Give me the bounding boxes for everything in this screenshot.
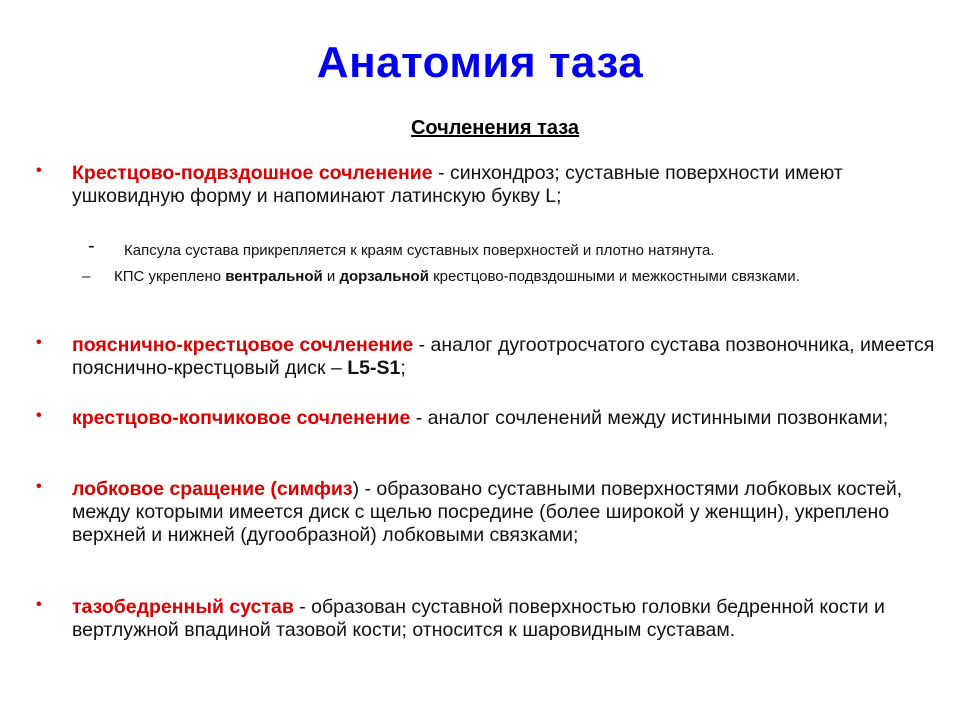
subitem-bold-ventral: вентральной bbox=[225, 268, 323, 285]
dash-icon: - bbox=[88, 235, 95, 257]
bullet-term: пояснично-крестцовое сочленение bbox=[72, 334, 414, 356]
bullet-description-end: ; bbox=[400, 357, 406, 379]
bullet-icon: • bbox=[36, 478, 42, 495]
bullet-term: крестцово-копчиковое сочленение bbox=[72, 407, 411, 429]
bullet-text bbox=[72, 334, 942, 380]
bullet-text bbox=[72, 596, 942, 642]
bullet-term: Крестцово-подвздошное сочленение bbox=[72, 162, 433, 184]
bullet-text bbox=[72, 478, 942, 547]
bullet-description: - аналог сочленений между истинными позвонками; bbox=[410, 407, 889, 429]
bullet-icon: • bbox=[36, 407, 42, 424]
subitem-bold-dorsal: дорзальной bbox=[339, 268, 429, 285]
slide-subtitle: Сочленения таза bbox=[410, 117, 580, 139]
bullet-icon: • bbox=[36, 334, 42, 351]
subitem-text-part: КПС укреплено bbox=[114, 268, 226, 285]
subitem-text-part: и bbox=[322, 268, 340, 285]
subitem-text-part: крестцово-подвздошными и межкостными связками. bbox=[428, 268, 800, 285]
bullet-text bbox=[72, 162, 942, 208]
subitem-text: Капсула сустава прикрепляется к краям суставных поверхностей и плотно натянута. bbox=[124, 242, 715, 259]
dash-icon: – bbox=[82, 268, 91, 285]
subitem-text bbox=[114, 268, 904, 285]
bullet-description: - образован суставной поверхностью головки бедренной кости и вертлужной впадиной тазовой кости; относится к шаровидным суставам. bbox=[72, 596, 885, 641]
bullet-description: - аналог дугоотросчатого сустава позвоночника, имеется пояснично-крестцовый диск – bbox=[72, 334, 935, 379]
bullet-icon: • bbox=[36, 596, 42, 613]
bullet-description-bold: L5-S1 bbox=[347, 357, 401, 379]
bullet-text bbox=[72, 407, 942, 430]
bullet-term: лобковое сращение (симфиз bbox=[72, 478, 353, 500]
bullet-description: - синхондроз; суставные поверхности имеют ушковидную форму и напоминают латинскую букву L; bbox=[72, 162, 843, 207]
bullet-icon: • bbox=[36, 162, 42, 179]
bullet-term: тазобедренный сустав bbox=[72, 596, 294, 618]
slide-title: Анатомия таза bbox=[316, 38, 644, 87]
bullet-description: ) - образовано суставными поверхностями лобковых костей, между которыми имеется диск с щелью посредине (более широкой у женщин), укреплено верхней и нижней (дугообразной) лобковыми связками; bbox=[72, 478, 903, 546]
